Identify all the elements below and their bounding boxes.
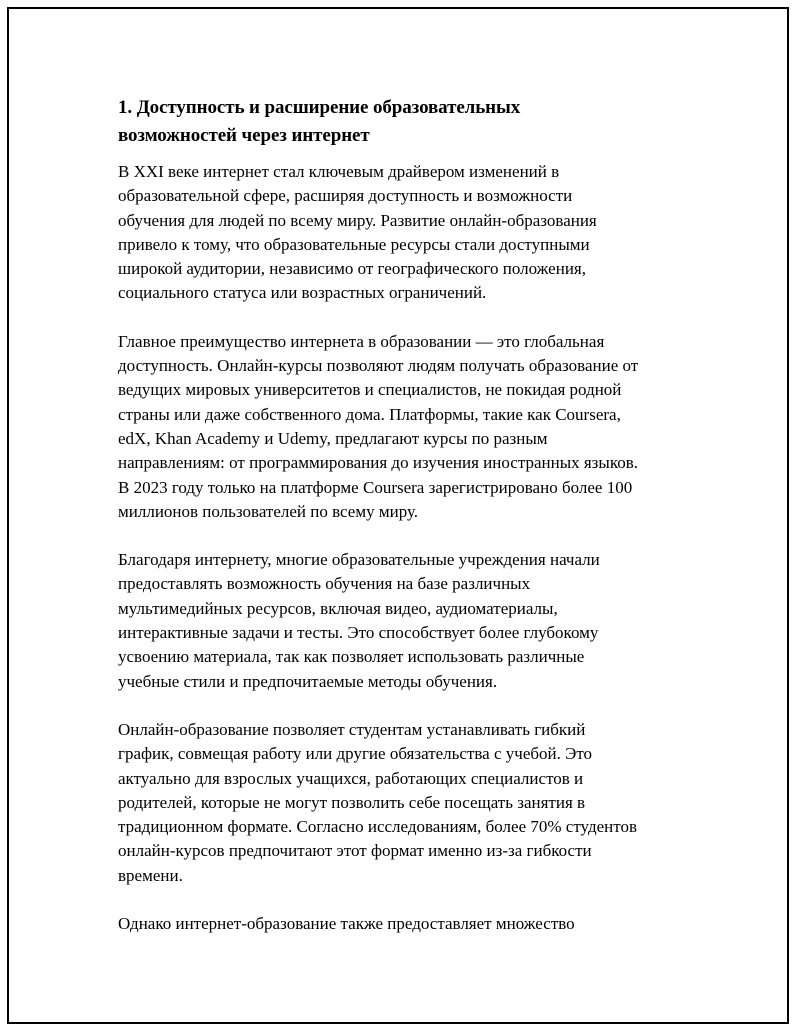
paragraph-1: В XXI веке интернет стал ключевым драйвером изменений в образовательной сфере, расширяя доступность и возможности обучения для людей по всему миру. Развитие онлайн-образования привело к тому, что образовательные ресурсы стали доступными широкой аудитории, независимо от географического положения, социального статуса или возрастных ограничений. [118,162,597,303]
paragraph-4: Онлайн-образование позволяет студентам устанавливать гибкий график, совмещая работу или другие обязательства с учебой. Это актуально для взрослых учащихся, работающих специалистов и родителей, которые не могут позволить себе посещать занятия в традиционном формате. Согласно исследованиям, более 70% студентов онлайн-курсов предпочитают этот формат именно из-за гибкости времени. [118,719,637,885]
section-heading: 1. Доступность и расширение образовательных возможностей через интернет [118,97,521,146]
paragraph-5: Однако интернет-образование также предоставляет множество [118,914,575,934]
paragraph-2: Главное преимущество интернета в образовании — это глобальная доступность. Онлайн-курсы позволяют людям получать образование от ведущих мировых университетов и специалистов, не покидая родной страны или даже собственного дома. Платформы, такие как Coursera, edX, Khan Academy и Udemy, предлагают курсы по разным направлениям: от программирования до изучения иностранных языков. В 2023 году только на платформе Coursera зарегистрировано более 100 миллионов пользователей по всему миру. [118,331,639,521]
paragraph-3: Благодаря интернету, многие образовательные учреждения начали предоставлять возможность обучения на базе различных мультимедийных ресурсов, включая видео, аудиоматериалы, интерактивные задачи и тесты. Это способствует более глубокому усвоению материала, так как позволяет использовать различные учебные стили и предпочитаемые методы обучения. [118,550,600,691]
document-body [118,94,718,960]
